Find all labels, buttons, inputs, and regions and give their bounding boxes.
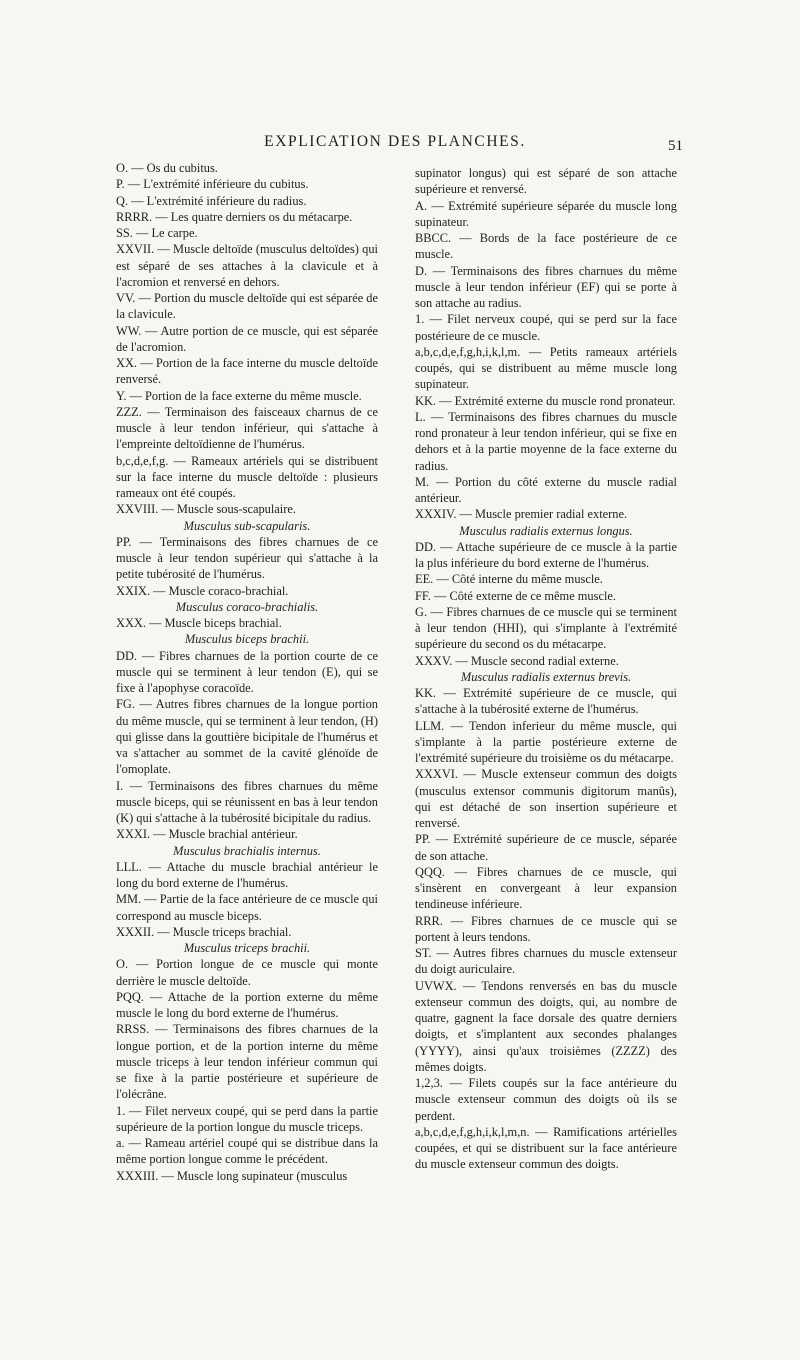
legend-entry: 1. — Filet nerveux coupé, qui se perd sur la face postérieure de ce muscle. xyxy=(415,312,677,343)
legend-entry: O. — Portion longue de ce muscle qui monte derrière le muscle deltoïde. xyxy=(116,957,378,988)
legend-entry: supinator longus) qui est séparé de son attache supérieure et renversé. xyxy=(415,166,677,197)
running-head: EXPLICATION DES PLANCHES. xyxy=(264,133,526,150)
legend-entry: KK. — Extrémité supérieure de ce muscle, qui s'attache à la tubérosité externe de l'humérus. xyxy=(415,686,677,717)
legend-entry: XXXIV. — Muscle premier radial externe. xyxy=(415,507,628,522)
page-number: 51 xyxy=(668,138,683,154)
legend-entry: XXXIII. — Muscle long supinateur (musculus xyxy=(116,1168,348,1183)
legend-entry: M. — Portion du côté externe du muscle radial antérieur. xyxy=(415,474,677,505)
legend-entry: XXX. — Muscle biceps brachial. xyxy=(116,616,282,630)
latin-name: Musculus biceps brachii. xyxy=(184,632,310,647)
left-column xyxy=(116,160,378,1184)
legend-entry: ST. — Autres fibres charnues du muscle extenseur du doigt auriculaire. xyxy=(415,946,677,977)
legend-entry: FG. — Autres fibres charnues de la longue portion du même muscle, qui se terminent à leur tendon, (H) qui glisse dans la gouttière bicipitale de l'humérus et va s'attacher au sommet de la cavité glénoïde de l'omoplate. xyxy=(116,697,378,777)
latin-name: Musculus radialis externus longus. xyxy=(459,523,633,538)
latin-name: Musculus coraco-brachialis. xyxy=(175,599,319,614)
legend-entry: UVWX. — Tendons renversés en bas du muscle extenseur commun des doigts, qui, au nombre de quatre, gagnent la face dorsale des quatre derniers doigts, et s'implantent aux secondes phalanges (YYYY), ainsi qu'aux troisièmes (ZZZZ) des mêmes doigts. xyxy=(415,978,677,1074)
legend-entry: PP. — Terminaisons des fibres charnues de ce muscle à leur tendon supérieur qui s'attache à la petite tubérosité de l'humérus. xyxy=(116,534,378,582)
legend-entry: RRSS. — Terminaisons des fibres charnues de la longue portion, et de la portion interne du même muscle triceps à leur tendon inférieur commun qui se fixe à la partie postérieure et supérieure de l'olécrâne. xyxy=(116,1022,378,1102)
legend-entry: LLL. — Attache du muscle brachial antérieur le long du bord externe de l'humérus. xyxy=(116,859,378,890)
legend-entry: D. — Terminaisons des fibres charnues du même muscle à leur tendon inférieur (EF) qui se porte à son attache au radius. xyxy=(415,263,677,310)
legend-entry: 1. — Filet nerveux coupé, qui se perd dans la partie supérieure de la portion longue du muscle triceps. xyxy=(116,1103,378,1134)
legend-entry: a,b,c,d,e,f,g,h,i,k,l,m. — Petits rameaux artériels coupés, qui se distribuent au même muscle long supinateur. xyxy=(415,344,677,392)
legend-entry: LLM. — Tendon inferieur du même muscle, qui s'implante à la partie postérieure externe de l'extrémité supérieure du troisième os du métacarpe. xyxy=(415,718,677,765)
legend-entry: VV. — Portion du muscle deltoïde qui est séparée de la clavicule. xyxy=(116,291,378,322)
legend-entry: KK. — Extrémité externe du muscle rond pronateur. xyxy=(415,393,676,408)
legend-entry: PQQ. — Attache de la portion externe du même muscle le long du bord externe de l'humérus. xyxy=(116,989,378,1020)
legend-entry: XXXI. — Muscle brachial antérieur. xyxy=(116,827,298,842)
latin-name: Musculus radialis externus brevis. xyxy=(460,669,632,684)
legend-entry: Q. — L'extrémité inférieure du radius. xyxy=(116,193,307,208)
legend-entry: XXIX. — Muscle coraco-brachial. xyxy=(116,583,289,598)
legend-entry: XXVIII. — Muscle sous-scapulaire. xyxy=(116,502,296,517)
legend-entry: ZZZ. — Terminaison des faisceaux charnus de ce muscle à leur tendon inférieur, qui s'attache à l'empreinte deltoïdienne de l'humérus. xyxy=(116,404,378,452)
legend-entry: 1,2,3. — Filets coupés sur la face antérieure du muscle extenseur commun des doigts où ils se perdent. xyxy=(415,1076,677,1123)
legend-entry: XXVII. — Muscle deltoïde (musculus deltoïdes) qui est séparé de ses attaches à la clavicule et à l'acromion et renversé en dehors. xyxy=(116,242,378,289)
legend-entry: G. — Fibres charnues de ce muscle qui se terminent à leur tendon (HHI), qui s'implante à l'extrémité supérieure du second os du métacarpe. xyxy=(415,604,677,652)
legend-entry: DD. — Fibres charnues de la portion courte de ce muscle qui se terminent à leur tendon (E), qui se fixe à l'apophyse coracoïde. xyxy=(116,648,378,695)
legend-entry: PP. — Extrémité supérieure de ce muscle, séparée de son attache. xyxy=(415,832,677,863)
legend-entry: O. — Os du cubitus. xyxy=(116,161,218,175)
latin-name: Musculus sub-scapularis. xyxy=(183,518,311,533)
legend-entry: a. — Rameau artériel coupé qui se distribue dans la même portion longue comme le précédent. xyxy=(116,1136,378,1167)
legend-entry: QQQ. — Fibres charnues de ce muscle, qui s'insèrent en convergeant à leur expansion tendineuse inférieure. xyxy=(415,864,677,912)
legend-entry: A. — Extrémité supérieure séparée du muscle long supinateur. xyxy=(415,198,677,229)
legend-entry: Y. — Portion de la face externe du même muscle. xyxy=(116,388,362,403)
legend-entry: P. — L'extrémité inférieure du cubitus. xyxy=(116,177,309,192)
right-column xyxy=(415,165,677,1173)
legend-entry: XXXV. — Muscle second radial externe. xyxy=(415,653,619,668)
legend-entry: I. — Terminaisons des fibres charnues du même muscle biceps, qui se réunissent en bas à leur tendon (K) qui s'attache à la tubérosité bicipitale du radius. xyxy=(116,778,378,825)
legend-entry: RRRR. — Les quatre derniers os du métacarpe. xyxy=(116,209,353,224)
legend-entry: BBCC. — Bords de la face postérieure de ce muscle. xyxy=(415,231,677,262)
legend-entry: MM. — Partie de la face antérieure de ce muscle qui correspond au muscle biceps. xyxy=(116,892,378,923)
legend-entry: b,c,d,e,f,g. — Rameaux artériels qui se distribuent sur la face interne du muscle deltoïde : plusieurs rameaux ont été coupés. xyxy=(116,453,378,500)
latin-name: Musculus triceps brachii. xyxy=(183,941,311,955)
legend-entry: WW. — Autre portion de ce muscle, qui est séparée de l'acromion. xyxy=(116,323,378,354)
legend-entry: RRR. — Fibres charnues de ce muscle qui se portent à leurs tendons. xyxy=(415,913,677,944)
legend-entry: XX. — Portion de la face interne du muscle deltoïde renversé. xyxy=(116,356,378,387)
legend-entry: EE. — Côté interne du même muscle. xyxy=(415,572,603,587)
legend-entry: SS. — Le carpe. xyxy=(116,226,198,240)
legend-entry: a,b,c,d,e,f,g,h,i,k,l,m,n. — Ramifications artérielles coupées, et qui se distribuent sur la face antérieure du muscle extenseur commun des doigts. xyxy=(415,1124,677,1172)
legend-entry: FF. — Côté externe de ce même muscle. xyxy=(415,588,616,603)
legend-entry: XXXII. — Muscle triceps brachial. xyxy=(116,924,292,939)
legend-entry: DD. — Attache supérieure de ce muscle à la partie la plus inférieure du bord externe de l'humérus. xyxy=(415,539,677,570)
latin-name: Musculus brachialis internus. xyxy=(173,843,321,858)
legend-entry: L. — Terminaisons des fibres charnues du muscle rond pronateur à leur tendon inférieur, qui se fixe en dehors et à la partie moyenne de la face externe du radius. xyxy=(415,409,677,473)
legend-entry: XXXVI. — Muscle extenseur commun des doigts (musculus extensor communis digitorum manûs), qui est détaché de son insertion supérieure et renversé. xyxy=(415,767,677,830)
